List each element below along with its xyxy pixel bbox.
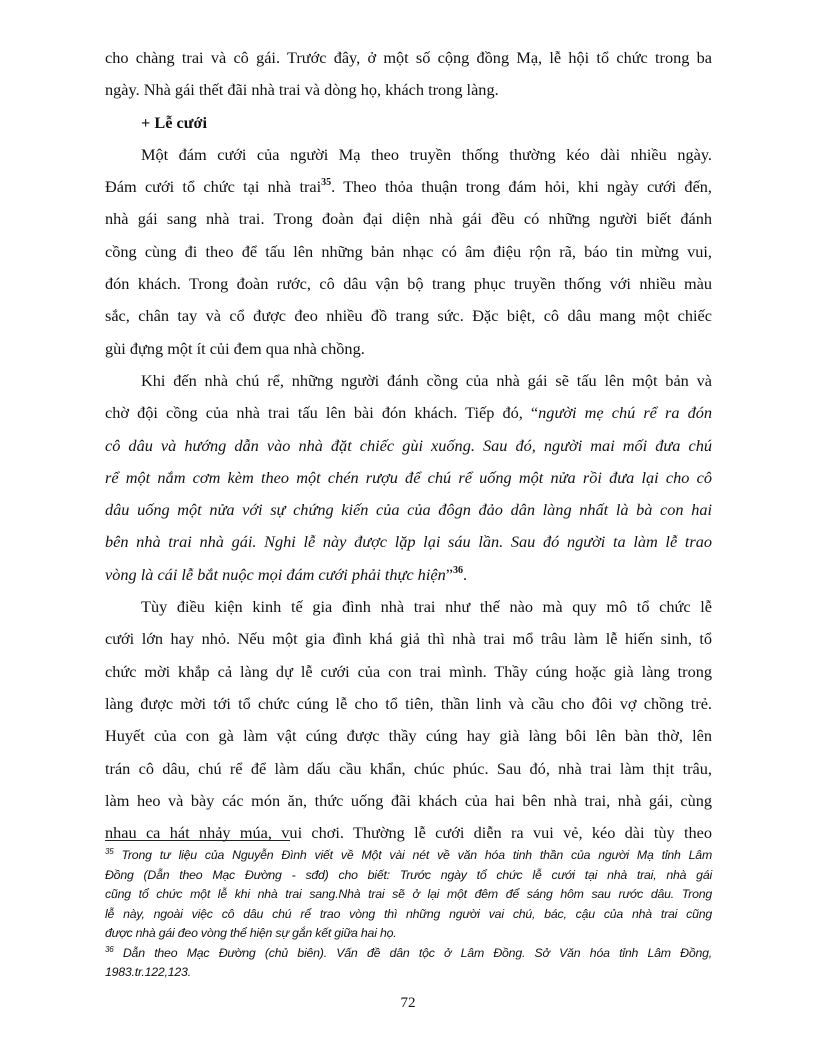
text-segment: nhau ca hát nhảy múa, vui chơi. Thường lễ cưới diễn ra vui vẻ, kéo dài tùy theo (105, 823, 712, 843)
text-segment: Khi đến nhà chú rể, những người đánh cồng của nhà gái sẽ tấu lên một bản và (141, 370, 712, 390)
text-segment: dâu uống một nửa với sự chứng kiến của của đôgn đảo dân làng nhất là bà con hai (105, 500, 712, 520)
text-segment: cũng tổ chức một lễ khi nhà trai sang.Nhà trai sẽ ở lại một đêm để sáng hôm sau rước dâu. Trong (105, 887, 712, 901)
footnote-divider (105, 840, 290, 841)
text-segment: làm heo và bày các món ăn, thức uống đãi khách của hai bên nhà trai, nhà gái, cùng (105, 790, 712, 810)
text-line (105, 528, 712, 560)
footnote-line (105, 963, 712, 983)
footnote-ref: 35 (105, 847, 114, 856)
text-segment: cho chàng trai và cô gái. Trước đây, ở một số cộng đồng Mạ, lễ hội tổ chức trong ba (105, 48, 712, 67)
text-line (105, 270, 712, 302)
text-segment: chờ đội cồng của nhà trai tấu lên bài đón khách. Tiếp đó, “ (105, 403, 539, 423)
text-line (105, 109, 712, 141)
text-segment: đón khách. Trong đoàn rước, cô dâu vận bộ trang phục truyền thống với nhiều màu (105, 274, 712, 294)
text-segment: ” (445, 564, 453, 584)
text-segment: cưới lớn hay nhỏ. Nếu một gia đình khá giả thì nhà trai mổ trâu làm lễ hiến sinh, tổ (105, 629, 712, 649)
text-segment: gùi đựng một ít củi đem qua nhà chồng. (105, 338, 365, 358)
page-number: 72 (400, 995, 416, 1011)
text-line (105, 690, 712, 722)
footnote-line (105, 924, 712, 944)
footnote-line (105, 885, 712, 905)
text-segment: Dẫn theo Mạc Đường (chủ biên). Vấn đề dân tộc ở Lâm Đồng. Sở Văn hóa tỉnh Lâm Đồng, (113, 945, 712, 960)
text-line (105, 432, 712, 464)
text-line (105, 302, 712, 334)
text-line (105, 76, 712, 108)
text-line (105, 464, 712, 496)
footnote-line (105, 866, 712, 886)
text-line (105, 755, 712, 787)
text-segment: . (462, 564, 468, 584)
text-line (105, 593, 712, 625)
text-segment: được nhà gái đeo vòng thể hiện sự gắn kết giữa hai họ. (105, 926, 397, 940)
text-segment: bên nhà trai nhà gái. Nghi lễ này được lặp lại sáu lần. Sau đó người ta làm lễ trao (105, 532, 712, 552)
text-segment: nhà gái sang nhà trai. Trong đoàn đại diện nhà gái đều có những người biết đánh (105, 209, 712, 229)
text-segment: lễ này, ngoài việc cô dâu chú rể trao vòng thì những người vai chú, bác, cậu của nhà trai cũng (105, 906, 712, 921)
text-segment: 1983.tr.122,123. (105, 965, 191, 979)
text-line (105, 205, 712, 237)
footnotes (105, 846, 712, 983)
footnote-ref: 36 (105, 944, 114, 954)
text-segment: trán cô dâu, chú rể để làm dấu cầu khẩn, chúc phúc. Sau đó, nhà trai làm thịt trâu, (105, 758, 712, 778)
text-segment: + Lễ cưới (141, 112, 208, 132)
text-line (105, 625, 712, 657)
text-line (105, 335, 712, 367)
text-segment: ngày. Nhà gái thết đãi nhà trai và dòng họ, khách trong làng. (105, 80, 499, 100)
text-segment: Huyết của con gà làm vật cúng được thầy cúng hay già làng bôi lên bàn thờ, lên (105, 726, 712, 746)
body-text (105, 44, 712, 851)
text-segment: người mẹ chú rể ra đón (538, 403, 712, 423)
text-line (105, 496, 712, 528)
text-segment: . Theo thỏa thuận trong đám hỏi, khi ngày cưới đến, (331, 177, 713, 197)
text-segment: chức mời khắp cả làng dự lễ cưới của con trai mình. Thầy cúng hoặc già làng trong (105, 661, 712, 681)
text-segment: làng được mời tới tổ chức cúng lễ cho tổ tiên, thần linh và cầu cho đôi vợ chồng trẻ. (105, 693, 712, 713)
footnote-line (105, 944, 712, 964)
text-segment: Trong tư liệu của Nguyễn Đình viết về Một vài nét về văn hóa tinh thần của người Mạ tỉnh Lâm (113, 848, 712, 862)
text-line (105, 173, 712, 205)
text-segment: Tùy điều kiện kinh tế gia đình nhà trai như thế nào mà quy mô tổ chức lễ (141, 597, 712, 617)
text-segment: sắc, chân tay và cổ được đeo nhiều đồ trang sức. Đặc biệt, cô dâu mang một chiếc (105, 306, 712, 326)
text-line (105, 399, 712, 431)
text-segment: cồng cùng đi theo để tấu lên những bản nhạc có âm điệu rộn rã, báo tin mừng vui, (105, 241, 712, 261)
text-segment: cô dâu và hướng dẫn vào nhà đặt chiếc gùi xuống. Sau đó, người mai mối đưa chú (105, 435, 712, 455)
text-line (105, 141, 712, 173)
footnote-line (105, 905, 712, 925)
text-segment: vòng là cái lễ bắt nuộc mọi đám cưới phải thực hiện (105, 564, 446, 584)
text-segment: rể một nắm cơm kèm theo một chén rượu để chú rể uống một nửa rồi đưa lại cho cô (105, 467, 712, 487)
text-segment: Đám cưới tổ chức tại nhà trai (105, 177, 322, 197)
text-line (105, 722, 712, 754)
text-line (105, 238, 712, 270)
footnote-ref: 36 (452, 564, 463, 576)
text-segment: Đồng (Dẫn theo Mạc Đường - sđd) cho biết: Trước ngày tổ chức lễ cưới tại nhà trai, nhà gái (105, 867, 712, 882)
text-line (105, 44, 712, 76)
text-line (105, 367, 712, 399)
text-segment: Một đám cưới của người Mạ theo truyền thống thường kéo dài nhiều ngày. (141, 144, 712, 164)
text-line (105, 561, 712, 593)
footnote-line (105, 846, 712, 866)
footnote-ref: 35 (321, 177, 332, 189)
text-line (105, 658, 712, 690)
text-line (105, 787, 712, 819)
